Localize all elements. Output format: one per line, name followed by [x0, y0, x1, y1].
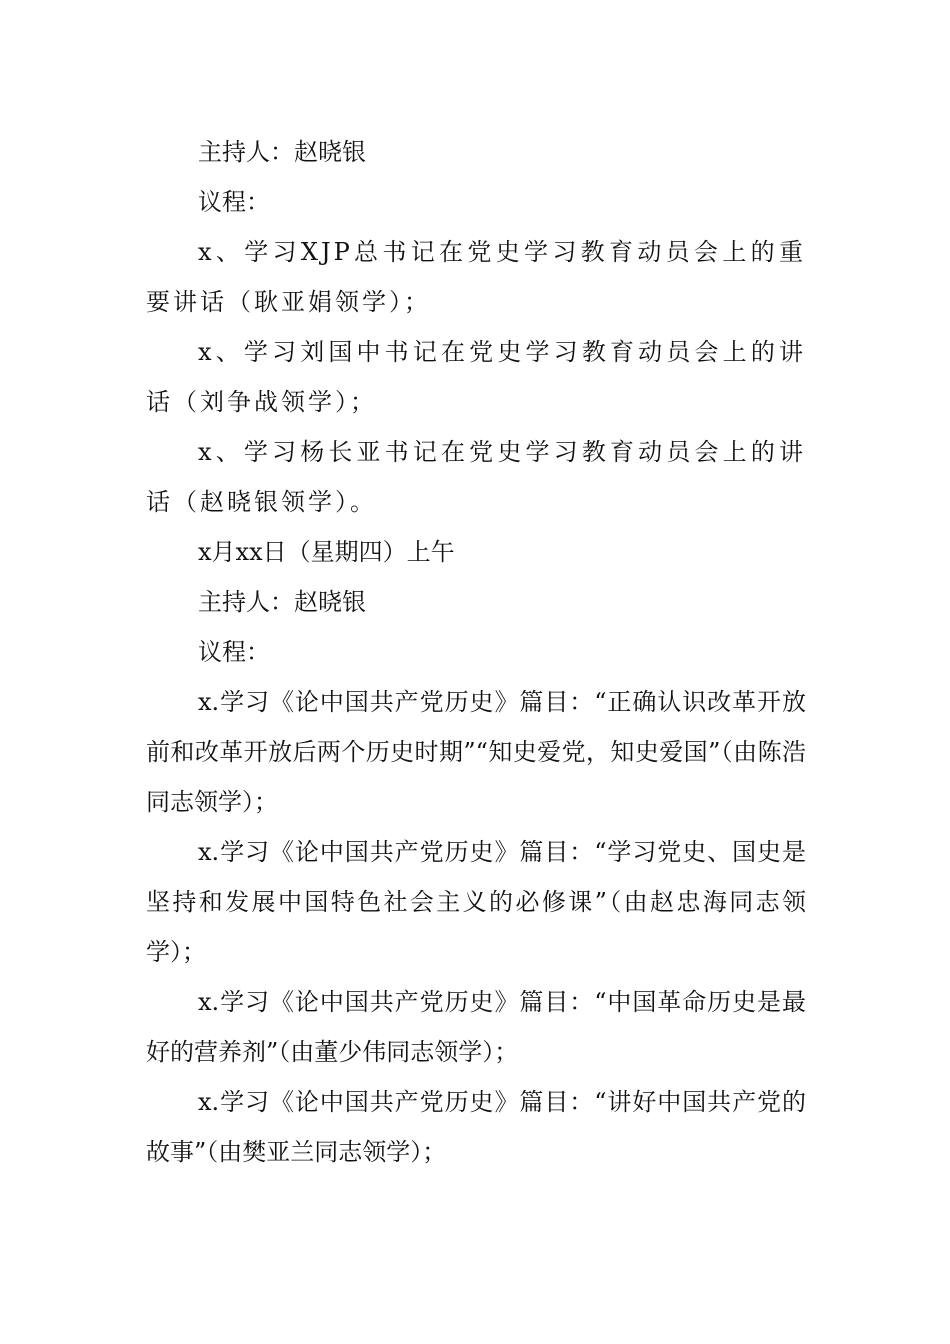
host-line: 主持人：赵晓银: [198, 588, 366, 616]
agenda-item: x、学习杨长亚书记在党史学习教育动员会上的讲话（赵晓银领学）。: [146, 438, 806, 516]
host-line: 主持人：赵晓银: [198, 138, 366, 166]
agenda-item: x.学习《论中国共产党历史》篇目：“讲好中国共产党的故事”（由樊亚兰同志领学）；: [146, 1088, 806, 1166]
agenda-heading: 议程：: [198, 188, 270, 216]
agenda-item: x、学习刘国中书记在党史学习教育动员会上的讲话（刘争战领学）；: [146, 338, 806, 416]
agenda-item: x.学习《论中国共产党历史》篇目：“中国革命历史是最好的营养剂”（由董少伟同志领学）；: [146, 988, 806, 1066]
document-page: [146, 127, 806, 1177]
agenda-item: x、学习XJP总书记在党史学习教育动员会上的重要讲话（耿亚娟领学）；: [146, 238, 806, 316]
agenda-item: x.学习《论中国共产党历史》篇目：“正确认识改革开放前和改革开放后两个历史时期”“知史爱党，知史爱国”（由陈浩同志领学）；: [146, 688, 806, 816]
agenda-item: x.学习《论中国共产党历史》篇目：“学习党史、国史是坚持和发展中国特色社会主义的必修课”（由赵忠海同志领学）；: [146, 838, 806, 966]
agenda-heading: 议程：: [198, 638, 270, 666]
session-date: x月xx日（星期四）上午: [198, 538, 455, 566]
